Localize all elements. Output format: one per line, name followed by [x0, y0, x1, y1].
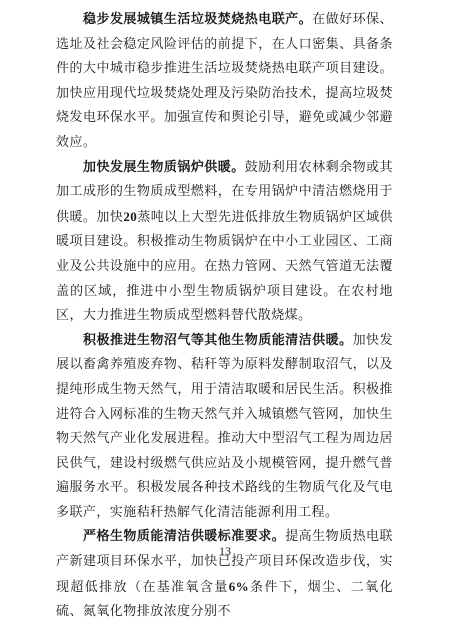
paragraph-body: 鼓励利用农林剩余物或其加工成形的生物质成型燃料，在专用锅炉中清洁燃烧用于供暖。加快	[56, 159, 393, 225]
paragraph-number: 6%	[228, 578, 250, 594]
paragraph-lead: 积极推进生物沼气等其他生物质能清洁供暖。	[83, 332, 353, 348]
paragraph-body: 条件下，烟尘、二氧化硫、氮氧化物排放浓度分别不	[56, 579, 393, 620]
paragraph-biogas-heating	[56, 329, 393, 526]
paragraph-body: 提高生物质热电联产新建项目环保水平，加快已投产项目环保改造步伐，实现超低排放（在基准氧含量	[56, 529, 393, 595]
paragraph-body: 蒸吨以上大型先进低排放生物质锅炉区域供暖项目建设。积极推动生物质锅炉在中小工业园区、工商业及公共设施中的应用。在热力管网、天然气管道无法覆盖的区域，推进中小型生物质锅炉项目建设。在农村地区，大力推进生物质成型燃料替代散烧煤。	[56, 209, 393, 324]
paragraph-body: 在做好环保、选址及社会稳定风险评估的前提下，在人口密集、具备条件的大中城市稳步推进生活垃圾焚烧热电联产项目建设。加快应用现代垃圾焚烧处理及污染防治技术，提高垃圾焚烧发电环保水平。加强宣传和舆论引导，避免或减少邻避效应。	[56, 12, 394, 150]
paragraph-waste-incineration-chp	[56, 8, 393, 156]
paragraph-lead: 严格生物质能清洁供暖标准要求。	[83, 529, 286, 545]
page-number: 13	[219, 544, 231, 558]
paragraph-number: 20	[123, 208, 138, 224]
document-body	[56, 8, 393, 625]
paragraph-lead: 加快发展生物质锅炉供暖。	[83, 159, 245, 175]
paragraph-body: 加快发展以畜禽养殖废弃物、秸秆等为原料发酵制取沼气，以及提纯形成生物天然气，用于清洁取暖和居民生活。积极推进符合入网标准的生物天然气并入城镇燃气管网，加快生物天然气产业化发展进程。推动大中型沼气工程为周边居民供气，建设村级燃气供应站及小规模管网，提升燃气普遍服务水平。积极发展各种技术路线的生物质气化及气电多联产，实施秸秆热解气化清洁能源利用工程。	[56, 332, 393, 520]
paragraph-heating-standards	[56, 525, 393, 624]
paragraph-biomass-boiler-heating	[56, 156, 393, 329]
paragraph-lead: 稳步发展城镇生活垃圾焚烧热电联产。	[83, 12, 313, 27]
